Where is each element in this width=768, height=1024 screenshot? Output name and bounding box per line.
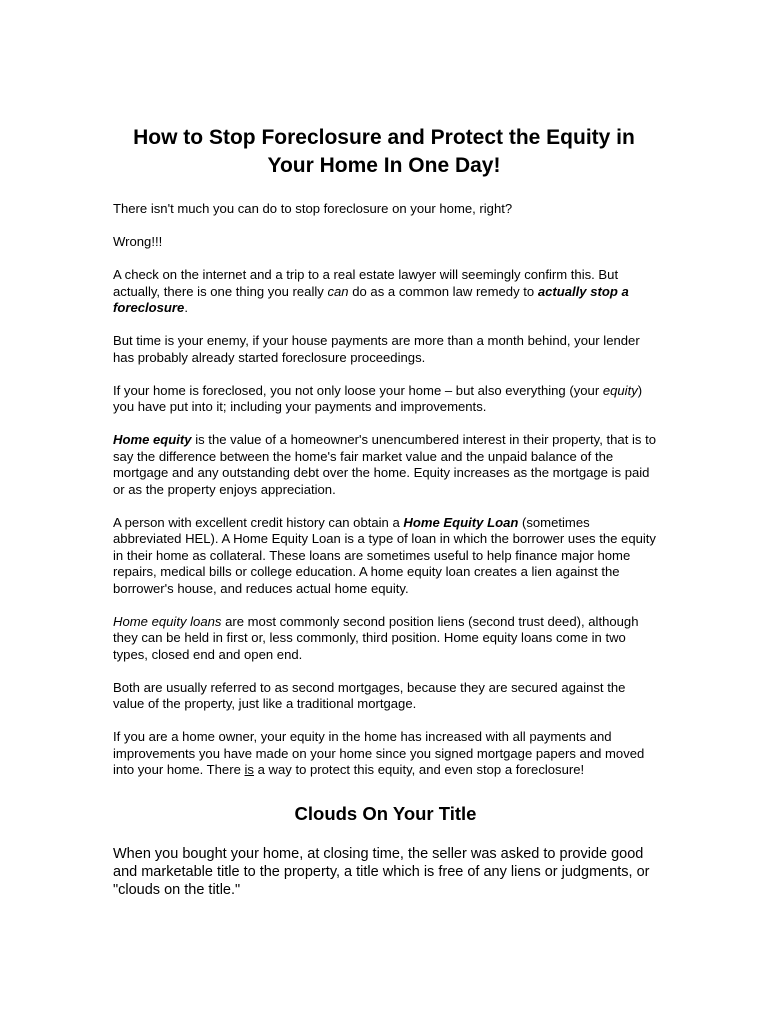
document-body [113,201,658,915]
emphasis-actually-stop: actually stop a foreclosure [113,283,629,315]
text-run: ) you have put into it; including your payments and improvements. [113,382,643,414]
paragraph-second-mortgages: Both are usually referred to as second mortgages, because they are secured against the value of the property, just like a traditional mortgage. [113,679,626,711]
text-run: If your home is foreclosed, you not only loose your home – but also everything (your [113,382,603,398]
page-title [100,124,668,180]
emphasis-can: can [327,283,349,299]
text-run: a way to protect this equity, and even stop a foreclosure! [253,762,585,777]
emphasis-equity: equity [602,382,638,398]
term-home-equity: Home equity [113,432,192,447]
text-run: do as a common law remedy to [348,283,538,299]
paragraph-wrong: Wrong!!! [113,234,163,249]
term-home-equity-loan: Home Equity Loan [403,514,519,530]
title-line-1: How to Stop Foreclosure and Protect the Equity in [133,126,635,149]
text-run: A person with excellent credit history can obtain a [113,514,404,530]
text-run: . [184,300,188,315]
paragraph-common-law-remedy [113,267,658,317]
text-run: are most commonly second position liens (second trust deed), although they can be held in first or, less commonly, third position. Home equity loans come in two types, closed end and open end. [113,613,639,662]
paragraph-home-equity-definition [113,432,658,498]
text-run: is the value of a homeowner's unencumbered interest in their property, that is to say the difference between the home's fair market value and the unpaid balance of the mortgage and any outstanding debt over the home. Equity increases as the mortgage is paid or as the property enjoys appreciation. [113,432,657,497]
paragraph-closing-title: When you bought your home, at closing time, the seller was asked to provide good and marketable title to the property, a title which is free of any liens or judgments, or "clouds on the title." [113,845,650,898]
emphasis-home-equity-loans: Home equity loans [113,613,222,629]
emphasis-is: is [244,762,254,777]
paragraph-protect-equity [113,729,658,779]
section-heading-clouds: Clouds On Your Title [294,802,477,824]
paragraph-foreclosed-loss [113,383,658,416]
paragraph-home-equity-loan [113,515,658,598]
text-run: (sometimes abbreviated HEL). A Home Equity Loan is a type of loan in which the borrower uses the equity in their home as collateral. These loans are sometimes useful to help finance major home repairs, medical bills or college education. A home equity loan creates a lien against the borrower's house, and reduces actual home equity. [113,514,656,596]
paragraph-second-position-liens [113,614,658,664]
paragraph-intro-question: There isn't much you can do to stop foreclosure on your home, right? [113,201,513,216]
text-run: If you are a home owner, your equity in the home has increased with all payments and improvements you have made on your home since you signed mortgage papers and moved into your home. There [113,729,645,777]
text-run: A check on the internet and a trip to a real estate lawyer will seemingly confirm this. But actually, there is one thing you really [113,267,619,299]
paragraph-time-enemy: But time is your enemy, if your house payments are more than a month behind, your lender has probably already started foreclosure proceedings. [113,333,640,365]
title-line-2: Your Home In One Day! [267,154,501,177]
